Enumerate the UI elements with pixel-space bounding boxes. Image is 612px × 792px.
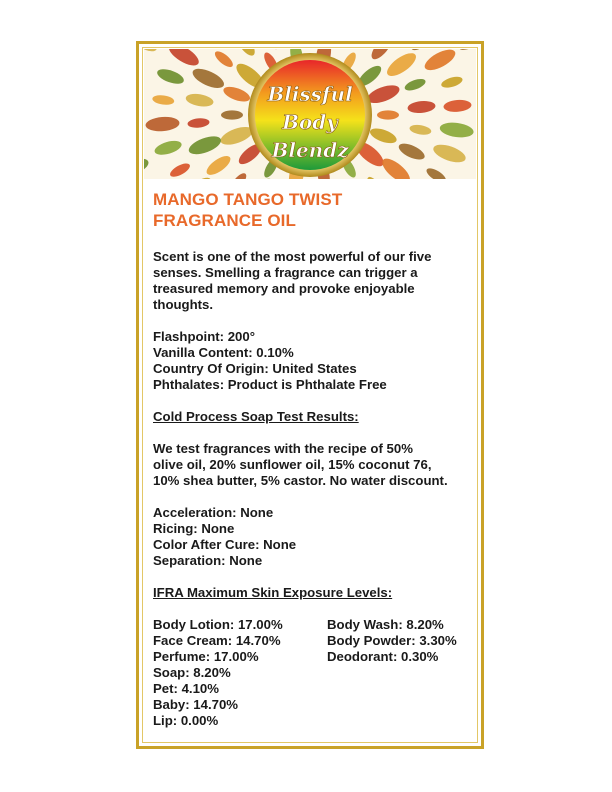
ifra-soap: Soap: 8.20%: [153, 665, 231, 680]
intro-line: senses. Smelling a fragrance can trigger a: [153, 265, 418, 280]
result-ricing: Ricing: None: [153, 521, 235, 536]
spec-phthalates: Phthalates: Product is Phthalate Free: [153, 377, 387, 392]
ifra-baby: Baby: 14.70%: [153, 697, 239, 712]
product-label-card: [136, 41, 484, 749]
recipe-line: We test fragrances with the recipe of 50%: [153, 441, 413, 456]
result-separation: Separation: None: [153, 553, 263, 568]
ifra-body-wash: Body Wash: 8.20%: [327, 617, 444, 632]
spec-vanilla-content: Vanilla Content: 0.10%: [153, 345, 294, 360]
ifra-right-column: [327, 617, 477, 729]
result-acceleration: Acceleration: None: [153, 505, 274, 520]
recipe-line: 10% shea butter, 5% castor. No water discount.: [153, 473, 448, 488]
result-color-after-cure: Color After Cure: None: [153, 537, 297, 552]
specs-list: [153, 329, 477, 393]
ifra-deodorant: Deodorant: 0.30%: [327, 649, 439, 664]
recipe-line: olive oil, 20% sunflower oil, 15% coconut 76,: [153, 457, 432, 472]
intro-line: thoughts.: [153, 297, 214, 312]
leaf-icon: [221, 110, 243, 119]
product-title-line-2: FRAGRANCE OIL: [153, 210, 296, 230]
spec-flashpoint: Flashpoint: 200°: [153, 329, 255, 344]
ifra-levels-table: [153, 617, 477, 729]
soap-test-heading: Cold Process Soap Test Results:: [153, 409, 359, 424]
intro-paragraph: [153, 249, 477, 313]
soap-recipe-paragraph: [153, 441, 477, 489]
ifra-face-cream: Face Cream: 14.70%: [153, 633, 281, 648]
leaf-icon: [377, 110, 399, 119]
ifra-body-powder: Body Powder: 3.30%: [327, 633, 457, 648]
brand-line-1: Blissful: [267, 82, 353, 106]
ifra-lip: Lip: 0.00%: [153, 713, 219, 728]
product-title-line-1: MANGO TANGO TWIST: [153, 190, 343, 209]
ifra-pet: Pet: 4.10%: [153, 681, 219, 696]
intro-line: treasured memory and provoke enjoyable: [153, 281, 415, 296]
ifra-body-lotion: Body Lotion: 17.00%: [153, 617, 283, 632]
ifra-heading: IFRA Maximum Skin Exposure Levels:: [153, 585, 393, 600]
autumn-leaves-background: [144, 49, 476, 179]
soap-results-list: [153, 505, 477, 569]
brand-line-3: Blendz: [271, 138, 349, 162]
brand-line-2: Body: [282, 110, 338, 134]
spec-country-of-origin: Country Of Origin: United States: [153, 361, 357, 376]
intro-line: Scent is one of the most powerful of our five: [153, 249, 432, 264]
ifra-left-column: [153, 617, 327, 729]
product-title: [153, 190, 477, 231]
label-content: [153, 190, 477, 729]
header-banner: [144, 49, 476, 179]
ifra-perfume: Perfume: 17.00%: [153, 649, 259, 664]
